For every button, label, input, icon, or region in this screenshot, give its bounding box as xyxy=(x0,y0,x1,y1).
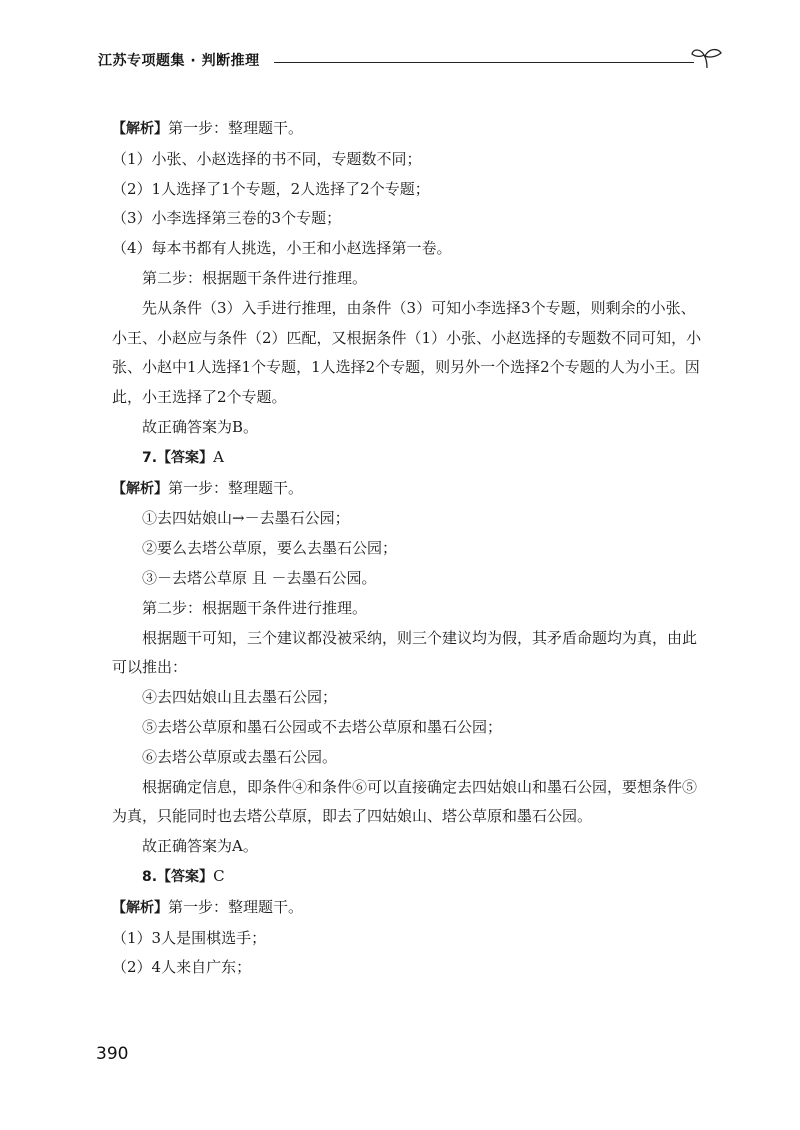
paragraph-text: 先从条件（3）入手进行推理，由条件（3）可知小李选择3个专题，则剩余的小张、小王、小赵应与条件（2）匹配，又根据条件（1）小张、小赵选择的专题数不同可知，小张、小赵中1人选择1个专题，1人选择2个专题，则另外一个选择2个专题的人为小王。因此，小王选择了2个专题。 xyxy=(112,298,702,407)
paragraph xyxy=(112,594,704,624)
paragraph xyxy=(112,264,704,294)
paragraph xyxy=(112,862,704,893)
paragraph xyxy=(112,624,704,684)
paragraph-text: （1）小张、小赵选择的书不同，专题数不同； xyxy=(112,149,422,168)
paragraph xyxy=(112,204,704,234)
paragraph-text: 第二步：根据题干条件进行推理。 xyxy=(142,268,368,287)
paragraph-text: 根据确定信息，即条件④和条件⑥可以直接确定去四姑娘山和墨石公园，要想条件⑤为真，只能同时也去塔公草原，即去了四姑娘山、塔公草原和墨石公园。 xyxy=(112,777,698,826)
paragraph-text: 故正确答案为B。 xyxy=(142,417,259,436)
paragraph-text: A xyxy=(213,447,224,466)
paragraph xyxy=(112,773,704,833)
paragraph xyxy=(112,564,704,594)
paragraph xyxy=(112,832,704,862)
paragraph-text: ④去四姑娘山且去墨石公园； xyxy=(142,688,338,707)
paragraph-text: （2）4人来自广东； xyxy=(112,958,252,977)
paragraph-text: 故正确答案为A。 xyxy=(142,837,258,856)
header-rule xyxy=(274,62,694,63)
section-tag: 7.【答案】 xyxy=(142,449,214,466)
paragraph xyxy=(112,743,704,773)
paragraph-text: ③－去塔公草原 且 －去墨石公园。 xyxy=(142,568,377,587)
paragraph xyxy=(112,234,704,264)
paragraph-text: （1）3人是围棋选手； xyxy=(112,928,267,947)
header-title: 江苏专项题集 · 判断推理 xyxy=(98,53,260,69)
section-tag: 【解析】 xyxy=(112,480,168,497)
paragraph xyxy=(112,114,704,145)
section-tag: 8.【答案】 xyxy=(142,868,214,885)
page-number: 390 xyxy=(96,1044,129,1064)
paragraph xyxy=(112,294,704,413)
paragraph xyxy=(112,953,704,983)
paragraph xyxy=(112,145,704,175)
paragraph-text: ②要么去塔公草原，要么去墨石公园； xyxy=(142,539,398,558)
paragraph xyxy=(112,893,704,924)
paragraph-text: ①去四姑娘山→－去墨石公园； xyxy=(142,509,350,528)
paragraph-text: （3）小李选择第三卷的3个专题； xyxy=(112,209,342,228)
paragraph xyxy=(112,534,704,564)
section-tag: 【解析】 xyxy=(112,121,168,137)
paragraph xyxy=(112,683,704,713)
paragraph xyxy=(112,504,704,534)
paragraph-text: ⑤去塔公草原和墨石公园或不去塔公草原和墨石公园； xyxy=(142,717,503,736)
paragraph-text: 根据题干可知，三个建议都没被采纳，则三个建议均为假，其矛盾命题均为真，由此可以推出： xyxy=(112,628,698,677)
paragraph-text: 第一步：整理题干。 xyxy=(168,478,304,497)
paragraph xyxy=(112,443,704,474)
body-text xyxy=(112,114,704,983)
paragraph-text: （4）每本书都有人挑选，小王和小赵选择第一卷。 xyxy=(112,239,452,258)
paragraph xyxy=(112,474,704,505)
paragraph xyxy=(112,713,704,743)
paragraph-text: ⑥去塔公草原或去墨石公园。 xyxy=(142,747,338,766)
paragraph xyxy=(112,924,704,954)
section-tag: 【解析】 xyxy=(112,899,168,916)
paragraph-text: C xyxy=(213,866,225,885)
paragraph-text: 第一步：整理题干。 xyxy=(168,119,304,137)
paragraph xyxy=(112,413,704,443)
running-header xyxy=(98,46,728,76)
paragraph-text: 第二步：根据题干条件进行推理。 xyxy=(142,598,368,617)
paragraph-text: （2）1人选择了1个专题，2人选择了2个专题； xyxy=(112,179,430,198)
sprout-icon xyxy=(690,46,724,70)
paragraph xyxy=(112,175,704,205)
paragraph-text: 第一步：整理题干。 xyxy=(168,897,304,916)
